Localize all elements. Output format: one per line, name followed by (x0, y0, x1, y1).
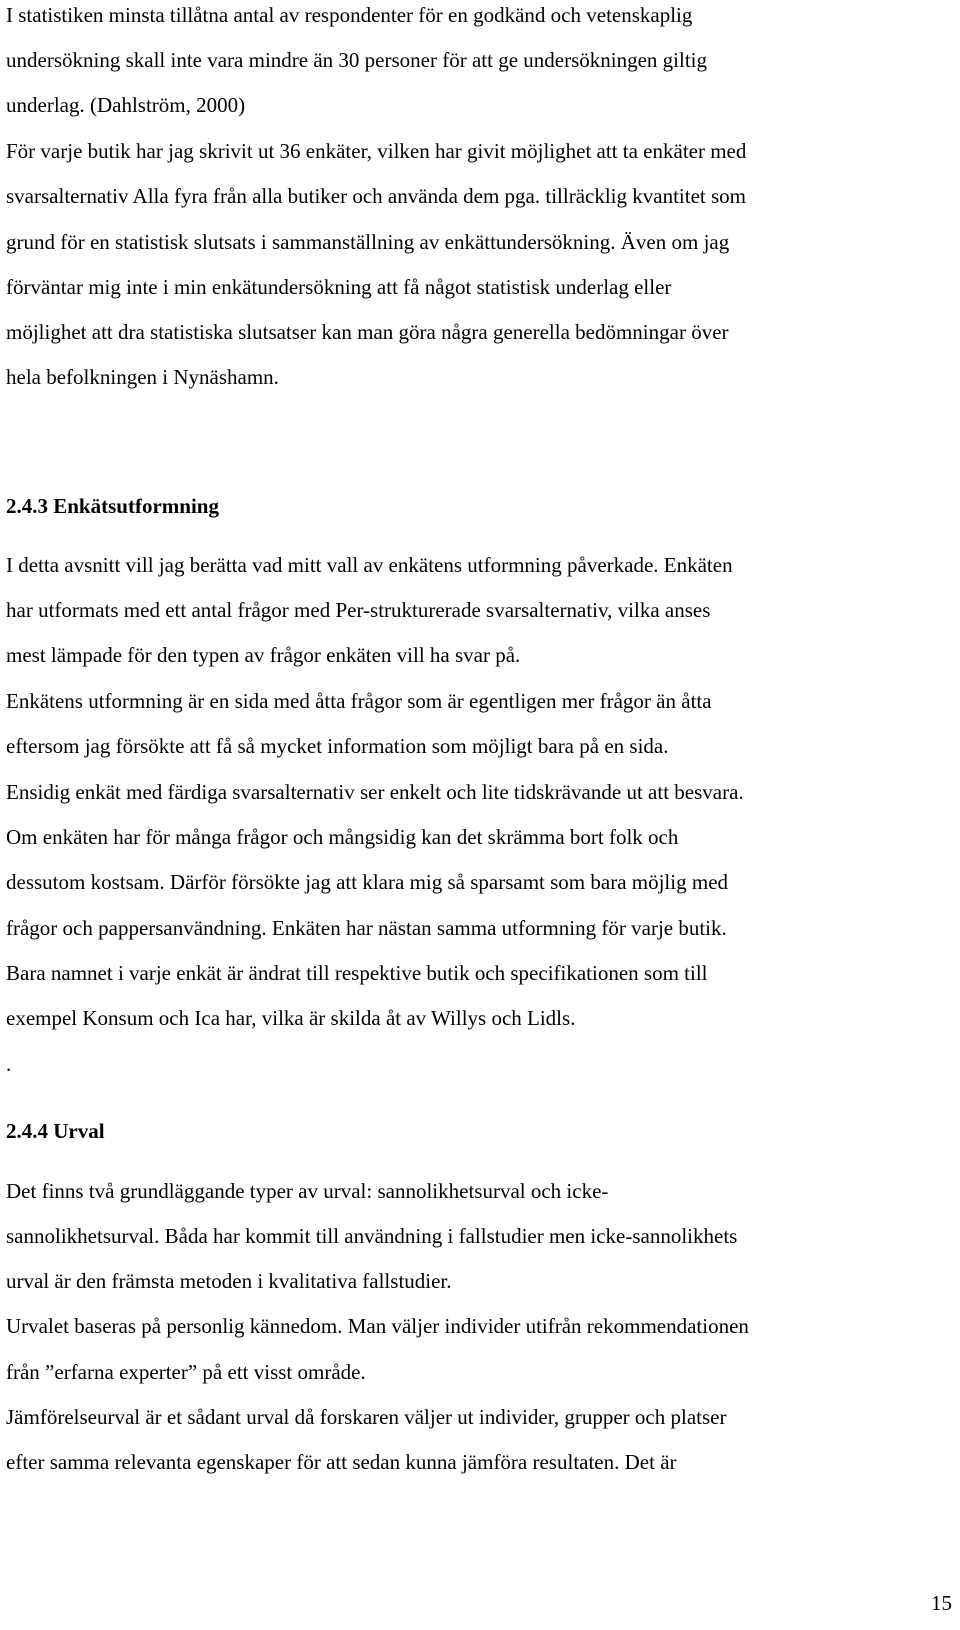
text-line: Det finns två grundläggande typer av urval: sannolikhetsurval och icke- (6, 1179, 609, 1203)
text-line: underlag. (Dahlström, 2000) (6, 93, 246, 117)
text-line: efter samma relevanta egenskaper för att sedan kunna jämföra resultaten. Det är (6, 1450, 677, 1474)
text-line: Enkätens utformning är en sida med åtta frågor som är egentligen mer frågor än åtta (6, 689, 712, 713)
text-line: urval är den främsta metoden i kvalitativa fallstudier. (6, 1269, 452, 1293)
text-line: För varje butik har jag skrivit ut 36 enkäter, vilken har givit möjlighet att ta enkäter med (6, 139, 747, 163)
text-line: möjlighet att dra statistiska slutsatser kan man göra några generella bedömningar över (6, 320, 729, 344)
text-line: exempel Konsum och Ica har, vilka är skilda åt av Willys och Lidls. (6, 1006, 576, 1030)
text-line: har utformats med ett antal frågor med Per-strukturerade svarsalternativ, vilka anses (6, 598, 711, 622)
text-line: svarsalternativ Alla fyra från alla butiker och använda dem pga. tillräcklig kvantitet som (6, 184, 746, 208)
text-line: undersökning skall inte vara mindre än 30 personer för att ge undersökningen giltig (6, 48, 707, 72)
text-line: från ”erfarna experter” på ett visst område. (6, 1360, 366, 1384)
text-line: Jämförelseurval är et sådant urval då forskaren väljer ut individer, grupper och platser (6, 1405, 727, 1429)
text-line: grund för en statistisk slutsats i sammanställning av enkättundersökning. Även om jag (6, 230, 730, 254)
text-line: eftersom jag försökte att få så mycket information som möjligt bara på en sida. (6, 734, 669, 758)
text-line: Urvalet baseras på personlig kännedom. Man väljer individer utifrån rekommendationen (6, 1314, 749, 1338)
text-line: dessutom kostsam. Därför försökte jag att klara mig så sparsamt som bara möjlig med (6, 870, 729, 894)
text-line: förväntar mig inte i min enkätundersökning att få något statistisk underlag eller (6, 275, 672, 299)
text-line: Bara namnet i varje enkät är ändrat till respektive butik och specifikationen som till (6, 961, 708, 985)
text-line: mest lämpade för den typen av frågor enkäten vill ha svar på. (6, 643, 521, 667)
section-heading: 2.4.4 Urval (6, 1119, 105, 1143)
text-line: I detta avsnitt vill jag berätta vad mitt vall av enkätens utformning påverkade. Enkäten (6, 553, 733, 577)
page-number: 15 (931, 1591, 952, 1615)
text-line: frågor och pappersanvändning. Enkäten har nästan samma utformning för varje butik. (6, 916, 727, 940)
text-line: Om enkäten har för många frågor och mångsidig kan det skrämma bort folk och (6, 825, 679, 849)
text-line: sannolikhetsurval. Båda har kommit till användning i fallstudier men icke-sannolikhets (6, 1224, 738, 1248)
text-line: hela befolkningen i Nynäshamn. (6, 365, 279, 389)
section-heading: 2.4.3 Enkätsutformning (6, 494, 219, 518)
text-line: . (6, 1052, 12, 1076)
text-line: Ensidig enkät med färdiga svarsalternativ ser enkelt och lite tidskrävande ut att besvara. (6, 780, 744, 804)
text-line: I statistiken minsta tillåtna antal av respondenter för en godkänd och vetenskaplig (6, 3, 693, 27)
